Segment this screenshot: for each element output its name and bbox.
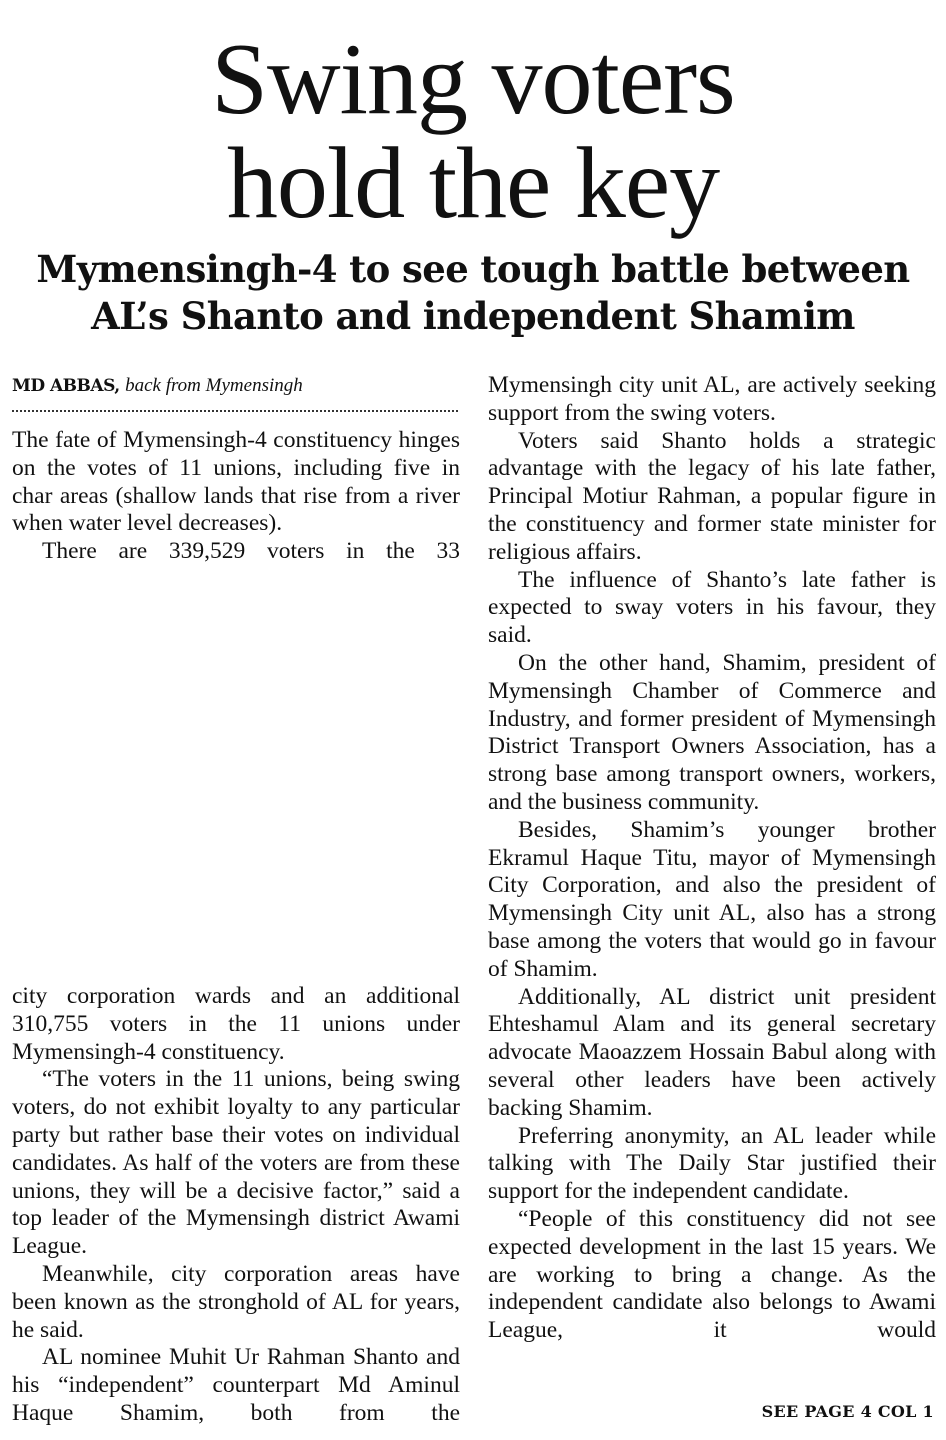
subheadline-line-1: Mymensingh-4 to see tough battle between [36,247,910,291]
left-column-bottom [12,983,460,1428]
byline-author: MD ABBAS, [12,376,120,396]
paragraph: The fate of Mymensingh-4 constituency hinges on the votes of 11 unions, including five in char areas (shallow lands that rise from a river when water level decreases). [12,427,460,537]
subheadline-line-2: AL’s Shanto and independent Shamim [91,294,855,338]
paragraph: Besides, Shamim’s younger brother Ekramul Haque Titu, mayor of Mymensingh City Corporation, and also the president of Mymensingh City unit AL, also has a strong base among the voters that would go in favour of Shamim. [488,816,936,982]
left-column-top [12,427,460,566]
continuation-link[interactable]: SEE PAGE 4 COL 1 [761,1402,934,1421]
paragraph: Voters said Shanto holds a strategic advantage with the legacy of his late father, Principal Motiur Rahman, a popular figure in the constituency and former state minister for religious affairs. [488,427,936,565]
headline [0,23,946,240]
paragraph: “The voters in the 11 unions, being swing voters, do not exhibit loyalty to any particular party but rather base their votes on individual candidates. As half of the voters are from these unions, they will be a decisive factor,” said a top leader of the Mymensingh district Awami League. [12,1066,460,1260]
paragraph: Preferring anonymity, an AL leader while talking with The Daily Star justified their support for the independent candidate. [488,1122,936,1205]
byline-divider [12,410,458,412]
subheadline [0,246,946,340]
right-column [488,372,936,1345]
headline-line-2: hold the key [226,127,720,240]
paragraph: Additionally, AL district unit president Ehteshamul Alam and its general secretary advocate Maoazzem Hossain Babul along with several other leaders have been actively backing Shamim. [488,983,936,1121]
paragraph: AL nominee Muhit Ur Rahman Shanto and his “independent” counterpart Md Aminul Haque Shamim, both from the [12,1344,460,1426]
byline [12,374,458,398]
paragraph: Mymensingh city unit AL, are actively seeking support from the swing voters. [488,372,936,426]
paragraph: On the other hand, Shamim, president of Mymensingh Chamber of Commerce and Industry, and former president of Mymensingh District Transport Owners Association, has a strong base among transport owners, workers, and the business community. [488,649,936,815]
headline-line-1: Swing voters [211,23,735,136]
paragraph: The influence of Shanto’s late father is expected to sway voters in his favour, they said. [488,566,936,649]
paragraph: “People of this constituency did not see expected development in the last 15 years. We are working to bring a change. As the independent candidate also belongs to Awami League, it would [488,1205,936,1344]
paragraph: Meanwhile, city corporation areas have been known as the stronghold of AL for years, he said. [12,1260,460,1343]
paragraph: There are 339,529 voters in the 33 [42,538,460,565]
byline-location: back from Mymensingh [125,375,303,396]
image-placeholder-space [12,570,460,975]
paragraph: city corporation wards and an additional 310,755 voters in the 11 unions under Mymensingh-4 constituency. [12,983,460,1065]
